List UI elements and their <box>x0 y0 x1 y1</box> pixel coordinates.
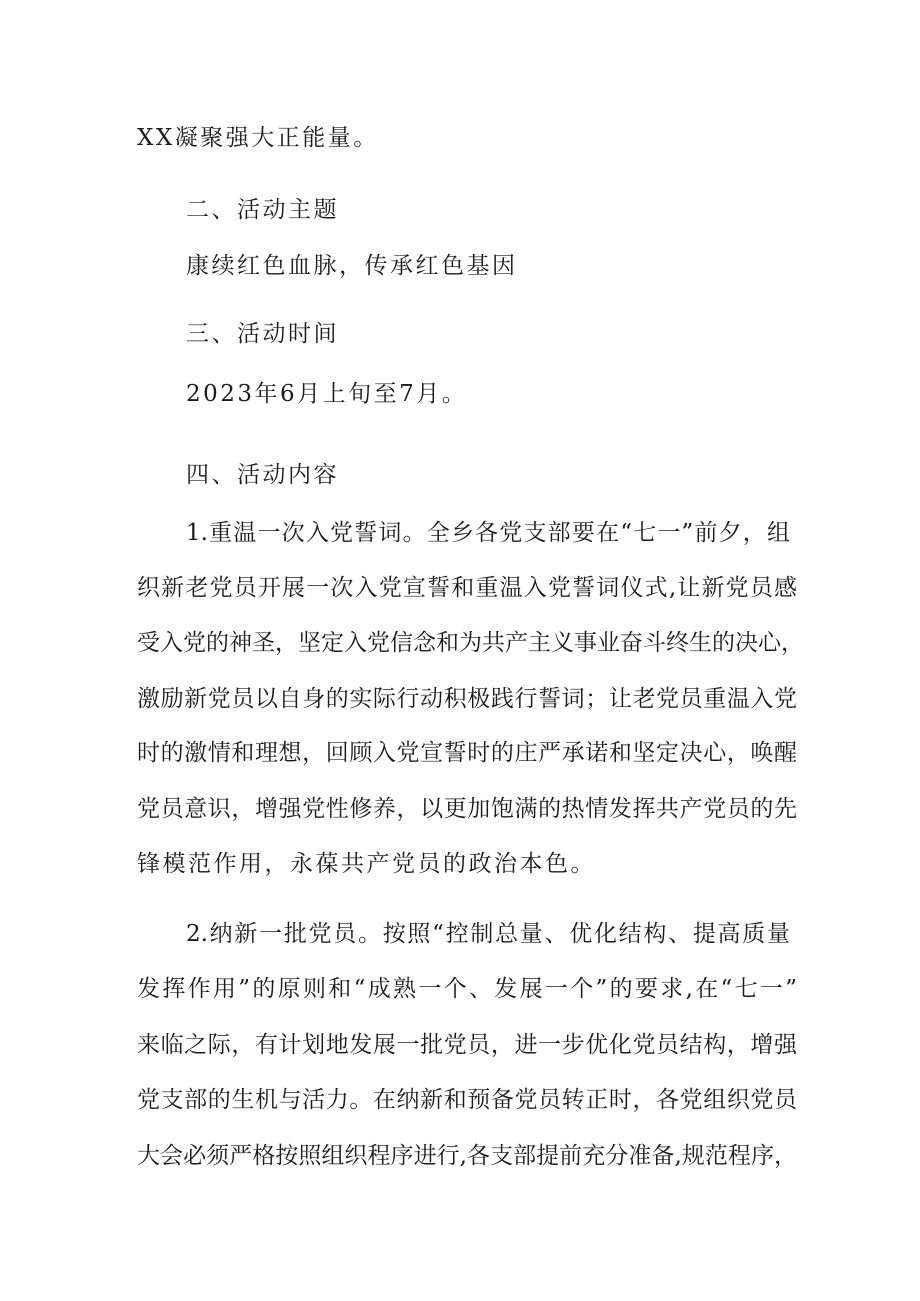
paragraph-line: 锋模范作用，永葆共产党员的政治本色。 <box>137 851 596 877</box>
paragraph-line: 激励新党员以自身的实际行动积极践行誓词；让老党员重温入党 <box>137 686 797 712</box>
section3-heading: 三、活动时间 <box>186 321 339 347</box>
paragraph-line: 党员意识，增强党性修养，以更加饱满的热情发挥共产党员的先 <box>137 796 797 822</box>
paragraph-line: 党支部的生机与活力。在纳新和预备党员转正时，各党组织党员 <box>137 1087 797 1113</box>
paragraph-line: 发挥作用”的原则和“成熟一个、发展一个”的要求,在“七一” <box>137 976 797 1002</box>
section4-heading: 四、活动内容 <box>186 462 339 488</box>
section3-body: 2023年6月上旬至7月。 <box>186 381 468 407</box>
paragraph-line: 1.重温一次入党誓词。全乡各党支部要在“七一”前夕，组 <box>186 520 790 546</box>
paragraph-line: 大会必须严格按照组织程序进行,各支部提前充分准备,规范程序， <box>137 1143 797 1169</box>
paragraph-line: 织新老党员开展一次入党宣誓和重温入党誓词仪式,让新党员感 <box>137 575 797 601</box>
section2-heading: 二、活动主题 <box>186 197 339 223</box>
intro-tail: XX凝聚强大正能量。 <box>137 125 379 151</box>
paragraph-line: 受入党的神圣，坚定入党信念和为共产主义事业奋斗终生的决心， <box>137 630 804 656</box>
paragraph-line: 来临之际，有计划地发展一批党员，进一步优化党员结构，增强 <box>137 1032 797 1058</box>
paragraph-line: 时的激情和理想，回顾入党宣誓时的庄严承诺和坚定决心，唤醒 <box>137 740 797 766</box>
paragraph-line: 2.纳新一批党员。按照“控制总量、优化结构、提高质量 <box>186 921 790 947</box>
section2-body: 康续红色血脉，传承红色基因 <box>186 253 518 279</box>
